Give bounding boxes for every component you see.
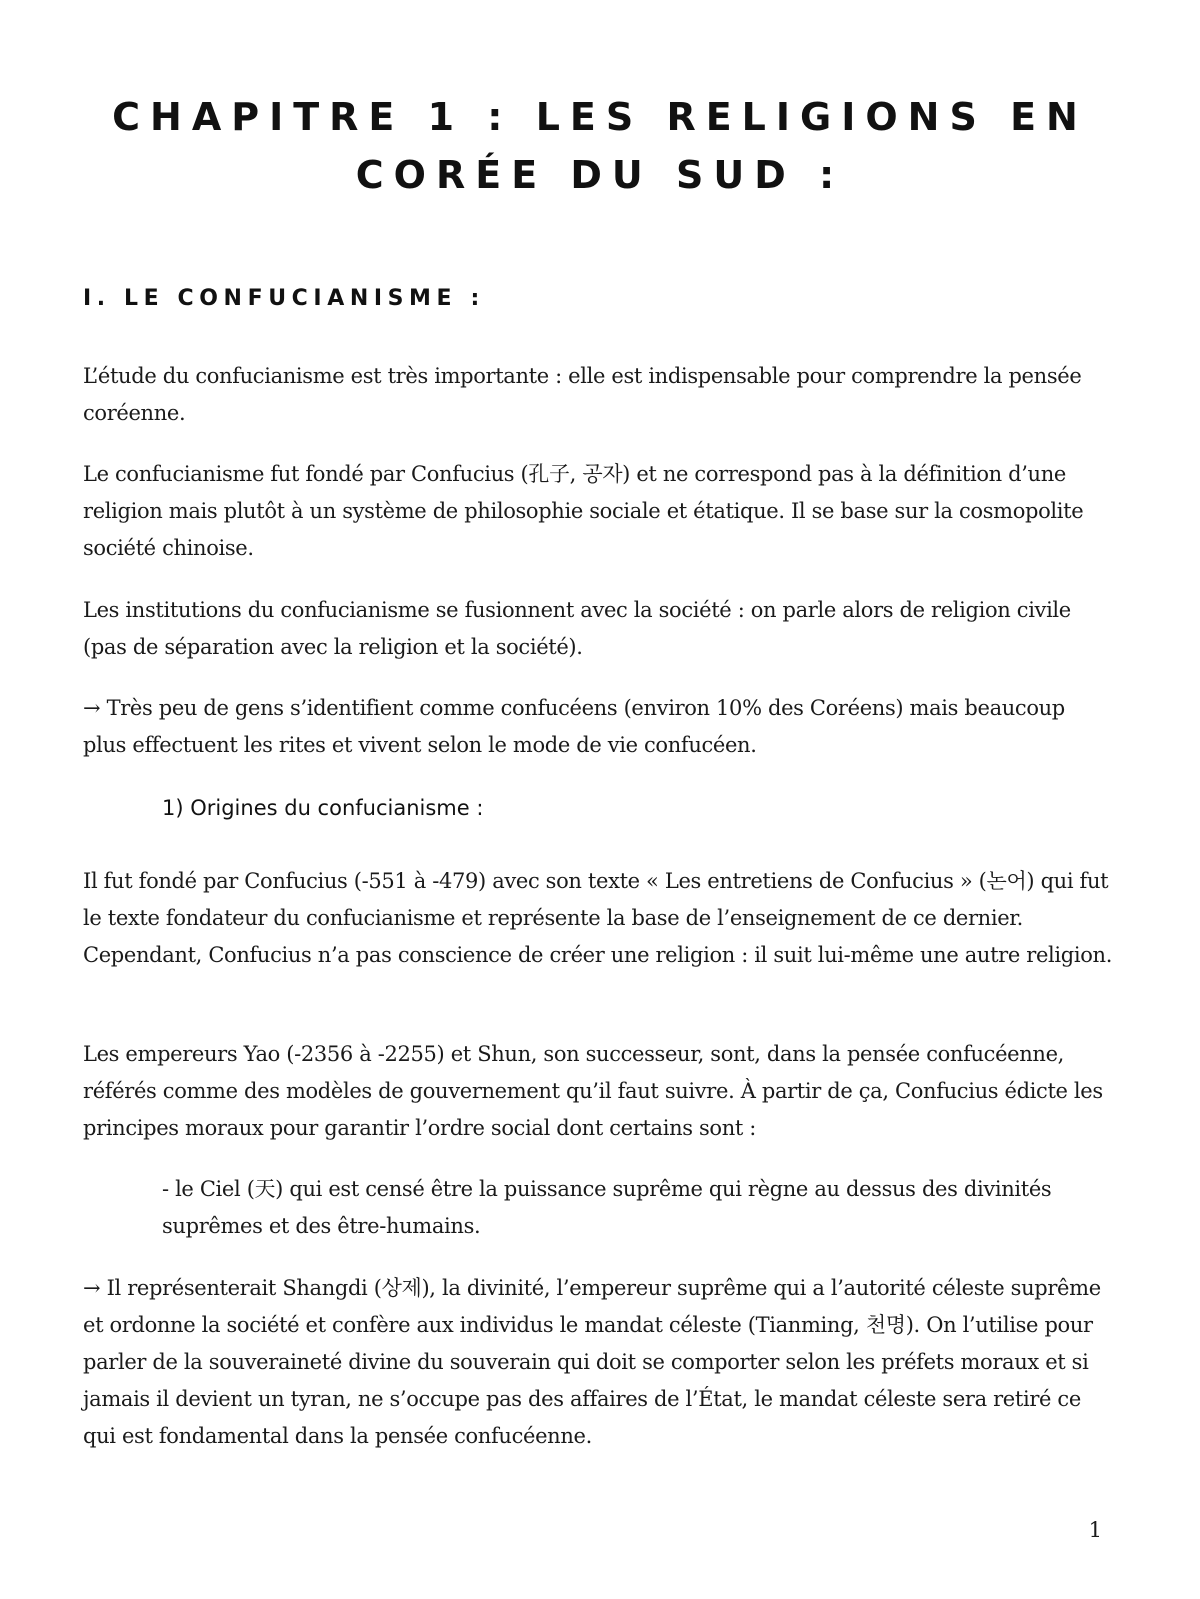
chapter-title	[80, 88, 1120, 204]
paragraph-intro: L’étude du confucianisme est très importante : elle est indispensable pour comprendre la pensée coréenne.	[83, 364, 1082, 425]
section-title: I. LE CONFUCIANISME :	[83, 286, 485, 311]
subsection-title: 1) Origines du confucianisme :	[162, 796, 484, 820]
list-item-ciel: - le Ciel (天) qui est censé être la puissance suprême qui règne au dessus des divinités suprêmes et des être-humains.	[162, 1177, 1052, 1238]
chapter-title-line-2: CORÉE DU SUD :	[355, 153, 845, 197]
paragraph-institutions: Les institutions du confucianisme se fusionnent avec la société : on parle alors de religion civile (pas de séparation avec la religion et la société).	[83, 598, 1071, 659]
paragraph-origins: Il fut fondé par Confucius (-551 à -479) avec son texte « Les entretiens de Confucius » (논어) qui fut le texte fondateur du confucianisme et représente la base de l’enseignement de ce dernier. Cependant, Confucius n’a pas conscience de créer une religion : il suit lui-même une autre religion.	[83, 869, 1113, 967]
paragraph-identification: → Très peu de gens s’identifient comme confucéens (environ 10% des Coréens) mais beaucoup plus effectuent les rites et vivent selon le mode de vie confucéen.	[83, 696, 1065, 757]
chapter-title-line-1: CHAPITRE 1 : LES RELIGIONS EN	[112, 95, 1088, 139]
page-number: 1	[1088, 1518, 1102, 1542]
paragraph-emperors: Les empereurs Yao (-2356 à -2255) et Shun, son successeur, sont, dans la pensée confucéenne, référés comme des modèles de gouvernement qu’il faut suivre. À partir de ça, Confucius édicte les principes moraux pour garantir l’ordre social dont certains sont :	[83, 1042, 1103, 1140]
paragraph-founding: Le confucianisme fut fondé par Confucius (孔子, 공자) et ne correspond pas à la définition d’une religion mais plutôt à un système de philosophie sociale et étatique. Il se base sur la cosmopolite société chinoise.	[83, 462, 1084, 560]
paragraph-shangdi: → Il représenterait Shangdi (상제), la divinité, l’empereur suprême qui a l’autorité céleste suprême et ordonne la société et confère aux individus le mandat céleste (Tianming, 천명). On l’utilise pour parler de la souveraineté divine du souverain qui doit se comporter selon les préfets moraux et si jamais il devient un tyran, ne s’occupe pas des affaires de l’État, le mandat céleste sera retiré ce qui est fondamental dans la pensée confucéenne.	[83, 1276, 1101, 1448]
